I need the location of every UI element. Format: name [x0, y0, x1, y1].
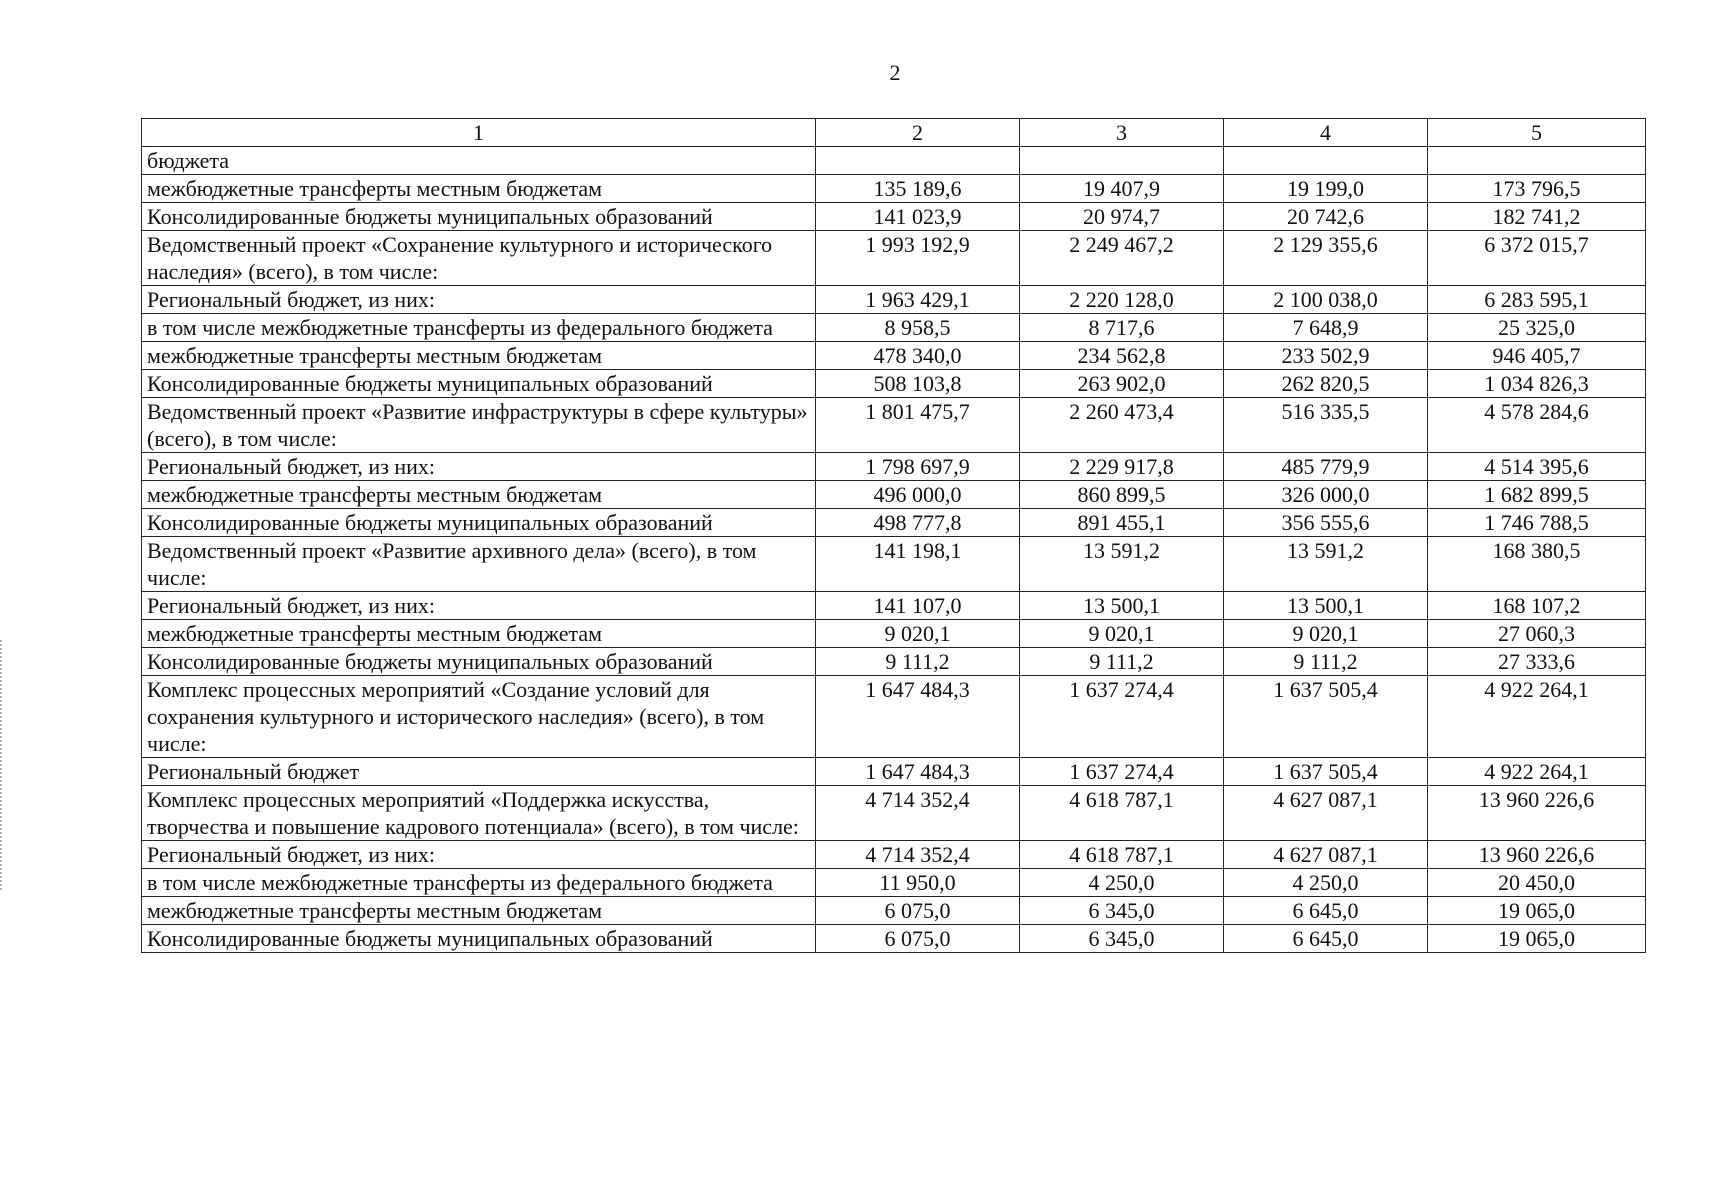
value-cell-col-3: 6 345,0 — [1020, 897, 1224, 925]
value-cell-col-2 — [816, 147, 1020, 175]
value-cell-col-4: 516 335,5 — [1224, 398, 1428, 453]
value-cell-col-4: 2 129 355,6 — [1224, 231, 1428, 286]
value-cell-col-3: 9 111,2 — [1020, 648, 1224, 676]
value-cell-col-2: 9 111,2 — [816, 648, 1020, 676]
row-label: межбюджетные трансферты местным бюджетам — [142, 620, 816, 648]
table-row — [142, 509, 1646, 537]
value-cell-col-5: 20 450,0 — [1428, 869, 1646, 897]
value-cell-col-3: 8 717,6 — [1020, 314, 1224, 342]
table-row — [142, 897, 1646, 925]
value-cell-col-4: 262 820,5 — [1224, 370, 1428, 398]
value-cell-col-3: 20 974,7 — [1020, 203, 1224, 231]
value-cell-col-2: 1 798 697,9 — [816, 453, 1020, 481]
budget-table — [141, 118, 1646, 953]
column-header-5: 5 — [1428, 119, 1646, 147]
value-cell-col-3: 263 902,0 — [1020, 370, 1224, 398]
value-cell-col-4: 4 250,0 — [1224, 869, 1428, 897]
table-row — [142, 370, 1646, 398]
table-row — [142, 342, 1646, 370]
table-row — [142, 314, 1646, 342]
row-label: Региональный бюджет, из них: — [142, 286, 816, 314]
value-cell-col-5: 1 034 826,3 — [1428, 370, 1646, 398]
table-row — [142, 925, 1646, 953]
value-cell-col-5: 27 333,6 — [1428, 648, 1646, 676]
value-cell-col-4 — [1224, 147, 1428, 175]
value-cell-col-4: 485 779,9 — [1224, 453, 1428, 481]
value-cell-col-2: 9 020,1 — [816, 620, 1020, 648]
table-row — [142, 841, 1646, 869]
value-cell-col-4: 2 100 038,0 — [1224, 286, 1428, 314]
value-cell-col-2: 6 075,0 — [816, 897, 1020, 925]
value-cell-col-2: 8 958,5 — [816, 314, 1020, 342]
value-cell-col-5: 25 325,0 — [1428, 314, 1646, 342]
table-row — [142, 537, 1646, 592]
row-label: межбюджетные трансферты местным бюджетам — [142, 175, 816, 203]
row-label: Ведомственный проект «Сохранение культурного и исторического наследия» (всего), в том числе: — [142, 231, 816, 286]
value-cell-col-2: 1 993 192,9 — [816, 231, 1020, 286]
value-cell-col-5: 19 065,0 — [1428, 897, 1646, 925]
value-cell-col-4: 19 199,0 — [1224, 175, 1428, 203]
row-label: межбюджетные трансферты местным бюджетам — [142, 481, 816, 509]
row-label: Консолидированные бюджеты муниципальных образований — [142, 648, 816, 676]
table-row — [142, 676, 1646, 758]
value-cell-col-3: 234 562,8 — [1020, 342, 1224, 370]
table-row — [142, 286, 1646, 314]
value-cell-col-5: 6 283 595,1 — [1428, 286, 1646, 314]
value-cell-col-5: 19 065,0 — [1428, 925, 1646, 953]
value-cell-col-2: 135 189,6 — [816, 175, 1020, 203]
value-cell-col-4: 233 502,9 — [1224, 342, 1428, 370]
value-cell-col-3: 1 637 274,4 — [1020, 758, 1224, 786]
value-cell-col-3: 4 618 787,1 — [1020, 841, 1224, 869]
row-label: Региональный бюджет, из них: — [142, 592, 816, 620]
table-row — [142, 648, 1646, 676]
table-row — [142, 481, 1646, 509]
value-cell-col-3: 13 500,1 — [1020, 592, 1224, 620]
table-row — [142, 175, 1646, 203]
value-cell-col-4: 356 555,6 — [1224, 509, 1428, 537]
scan-edge-marks — [0, 640, 5, 890]
value-cell-col-2: 4 714 352,4 — [816, 786, 1020, 841]
row-label: Консолидированные бюджеты муниципальных образований — [142, 203, 816, 231]
value-cell-col-4: 1 637 505,4 — [1224, 676, 1428, 758]
value-cell-col-4: 4 627 087,1 — [1224, 841, 1428, 869]
value-cell-col-4: 4 627 087,1 — [1224, 786, 1428, 841]
value-cell-col-3: 2 220 128,0 — [1020, 286, 1224, 314]
value-cell-col-2: 1 647 484,3 — [816, 758, 1020, 786]
row-label: бюджета — [142, 147, 816, 175]
value-cell-col-3: 2 249 467,2 — [1020, 231, 1224, 286]
value-cell-col-2: 508 103,8 — [816, 370, 1020, 398]
value-cell-col-3: 2 260 473,4 — [1020, 398, 1224, 453]
value-cell-col-5: 182 741,2 — [1428, 203, 1646, 231]
column-header-2: 2 — [816, 119, 1020, 147]
value-cell-col-5: 4 922 264,1 — [1428, 676, 1646, 758]
value-cell-col-5: 1 682 899,5 — [1428, 481, 1646, 509]
column-header-1: 1 — [142, 119, 816, 147]
row-label: Комплекс процессных мероприятий «Создание условий для сохранения культурного и исторического наследия» (всего), в том числе: — [142, 676, 816, 758]
column-header-3: 3 — [1020, 119, 1224, 147]
value-cell-col-5: 4 922 264,1 — [1428, 758, 1646, 786]
value-cell-col-2: 496 000,0 — [816, 481, 1020, 509]
value-cell-col-2: 4 714 352,4 — [816, 841, 1020, 869]
value-cell-col-4: 7 648,9 — [1224, 314, 1428, 342]
row-label: Региональный бюджет, из них: — [142, 453, 816, 481]
value-cell-col-2: 141 198,1 — [816, 537, 1020, 592]
value-cell-col-2: 1 801 475,7 — [816, 398, 1020, 453]
value-cell-col-5: 13 960 226,6 — [1428, 786, 1646, 841]
value-cell-col-4: 13 500,1 — [1224, 592, 1428, 620]
value-cell-col-5: 4 514 395,6 — [1428, 453, 1646, 481]
value-cell-col-3: 2 229 917,8 — [1020, 453, 1224, 481]
value-cell-col-4: 326 000,0 — [1224, 481, 1428, 509]
table-row — [142, 786, 1646, 841]
value-cell-col-2: 1 647 484,3 — [816, 676, 1020, 758]
row-label: Консолидированные бюджеты муниципальных образований — [142, 370, 816, 398]
value-cell-col-2: 478 340,0 — [816, 342, 1020, 370]
value-cell-col-4: 9 020,1 — [1224, 620, 1428, 648]
value-cell-col-5: 168 107,2 — [1428, 592, 1646, 620]
table-row — [142, 203, 1646, 231]
value-cell-col-4: 20 742,6 — [1224, 203, 1428, 231]
row-label: Консолидированные бюджеты муниципальных образований — [142, 925, 816, 953]
value-cell-col-2: 498 777,8 — [816, 509, 1020, 537]
value-cell-col-4: 13 591,2 — [1224, 537, 1428, 592]
table-row — [142, 592, 1646, 620]
value-cell-col-5: 1 746 788,5 — [1428, 509, 1646, 537]
value-cell-col-5: 168 380,5 — [1428, 537, 1646, 592]
row-label: Ведомственный проект «Развитие инфраструктуры в сфере культуры» (всего), в том числе: — [142, 398, 816, 453]
value-cell-col-5: 13 960 226,6 — [1428, 841, 1646, 869]
value-cell-col-5: 6 372 015,7 — [1428, 231, 1646, 286]
value-cell-col-3: 860 899,5 — [1020, 481, 1224, 509]
value-cell-col-3: 4 250,0 — [1020, 869, 1224, 897]
value-cell-col-2: 1 963 429,1 — [816, 286, 1020, 314]
column-header-4: 4 — [1224, 119, 1428, 147]
value-cell-col-2: 141 107,0 — [816, 592, 1020, 620]
value-cell-col-3: 1 637 274,4 — [1020, 676, 1224, 758]
row-label: межбюджетные трансферты местным бюджетам — [142, 897, 816, 925]
value-cell-col-5: 173 796,5 — [1428, 175, 1646, 203]
value-cell-col-4: 6 645,0 — [1224, 897, 1428, 925]
table-row — [142, 147, 1646, 175]
value-cell-col-3: 9 020,1 — [1020, 620, 1224, 648]
table-row — [142, 620, 1646, 648]
table-row — [142, 398, 1646, 453]
value-cell-col-4: 1 637 505,4 — [1224, 758, 1428, 786]
row-label: Комплекс процессных мероприятий «Поддержка искусства, творчества и повышение кадрового потенциала» (всего), в том числе: — [142, 786, 816, 841]
row-label: Региональный бюджет, из них: — [142, 841, 816, 869]
table-row — [142, 453, 1646, 481]
value-cell-col-3: 891 455,1 — [1020, 509, 1224, 537]
value-cell-col-5: 946 405,7 — [1428, 342, 1646, 370]
row-label: межбюджетные трансферты местным бюджетам — [142, 342, 816, 370]
row-label: Консолидированные бюджеты муниципальных образований — [142, 509, 816, 537]
value-cell-col-4: 6 645,0 — [1224, 925, 1428, 953]
value-cell-col-3: 4 618 787,1 — [1020, 786, 1224, 841]
page-number: 2 — [889, 60, 901, 85]
value-cell-col-5: 4 578 284,6 — [1428, 398, 1646, 453]
table-row — [142, 758, 1646, 786]
table-body — [142, 147, 1646, 953]
row-label: Региональный бюджет — [142, 758, 816, 786]
table-row — [142, 231, 1646, 286]
value-cell-col-3: 19 407,9 — [1020, 175, 1224, 203]
value-cell-col-5 — [1428, 147, 1646, 175]
table-row — [142, 869, 1646, 897]
value-cell-col-2: 6 075,0 — [816, 925, 1020, 953]
table-header-row — [142, 119, 1646, 147]
row-label: в том числе межбюджетные трансферты из федерального бюджета — [142, 869, 816, 897]
value-cell-col-2: 11 950,0 — [816, 869, 1020, 897]
value-cell-col-3: 13 591,2 — [1020, 537, 1224, 592]
value-cell-col-2: 141 023,9 — [816, 203, 1020, 231]
row-label: Ведомственный проект «Развитие архивного дела» (всего), в том числе: — [142, 537, 816, 592]
value-cell-col-3 — [1020, 147, 1224, 175]
value-cell-col-3: 6 345,0 — [1020, 925, 1224, 953]
value-cell-col-5: 27 060,3 — [1428, 620, 1646, 648]
value-cell-col-4: 9 111,2 — [1224, 648, 1428, 676]
row-label: в том числе межбюджетные трансферты из федерального бюджета — [142, 314, 816, 342]
